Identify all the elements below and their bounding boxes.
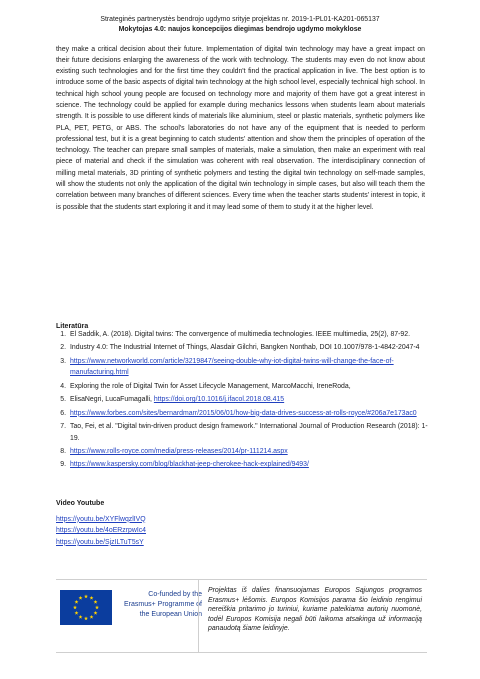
reference-link[interactable]: https://www.forbes.com/sites/bernardmarr/2015/06/01/how-big-data-drives-success-at-rolls-royce/#206a7e173ac0 [70,409,417,417]
reference-text: Exploring the role of Digital Twin for Asset Lifecycle Management, MarcoMacchi, IreneRoda, [70,382,351,390]
reference-item [56,421,428,444]
reference-link[interactable]: https://www.networkworld.com/article/3219847/seeing-double-why-iot-digital-twins-will-change-the-face-of-manufacturing.html [70,357,394,377]
page-header [0,15,480,35]
reference-number: 8. [60,447,66,455]
reference-number: 1. [60,331,66,338]
youtube-link[interactable]: https://youtu.be/SjzILTuT5sY [56,538,144,546]
reference-number: 6. [60,409,66,417]
reference-number: 9. [60,461,66,469]
reference-item [56,446,428,457]
video-link-list [56,514,146,549]
funding-disclaimer: Projektas iš dalies finansuojamas Europos Sąjungos programos Erasmus+ lėšomis. Europos Komisijos parama šio leidinio rengimui nereiškia pritarimo jo turiniui, kuriame pateikiama autorių nuomonė, todėl Europos Komisija negali būti laikoma atsakinga už informaciją panaudotą šiame leidinyje. [208,587,422,633]
literature-heading: Literatūra [56,323,89,330]
reference-item [56,329,428,340]
reference-list [56,329,428,473]
reference-link[interactable]: https://www.rolls-royce.com/media/press-releases/2014/pr-111214.aspx [70,447,288,455]
video-link-row [56,514,146,526]
reference-text: El Saddik, A. (2018). Digital twins: The convergence of multimedia technologies. IEEE multimedia, 25(2), 87-92. [70,331,410,338]
reference-link[interactable]: https://doi.org/10.1016/j.ifacol.2018.08.415 [153,396,285,404]
cofunded-text: Co-funded by the Erasmus+ Programme of the European Union [124,591,202,618]
youtube-link[interactable]: https://youtu.be/4oERzrpwIc4 [56,527,147,535]
reference-link[interactable]: https://www.kaspersky.com/blog/blackhat-jeep-cherokee-hack-explained/9493/ [70,461,309,469]
header-project-line: Strateginės partnerystės bendrojo ugdymo srityje projektas nr. 2019-1-PL01-KA201-065137 [100,16,380,23]
reference-item [56,381,428,392]
eu-flag-icon [60,590,112,625]
youtube-link[interactable]: https://youtu.be/XYFlwqzlIVQ [56,515,146,523]
reference-item [56,408,428,419]
video-link-row [56,537,146,549]
reference-item [56,459,428,470]
video-heading: Video Youtube [56,499,105,507]
footer-divider [198,580,199,652]
reference-text: Industry 4.0: The Industrial Internet of Things, Alasdair Gilchri, Bangken Nonthab, DOI 10.1007/978-1-4842-2047-4 [70,344,420,352]
reference-item [56,342,428,353]
reference-number: 3. [60,357,66,365]
header-title-line: Mokytojas 4.0: naujos koncepcijos diegimas bendrojo ugdymo mokyklose [118,26,362,33]
reference-text: ElisaNegri, LucaFumagalli, [70,396,152,404]
reference-number: 4. [60,382,66,390]
funding-footer [56,579,427,653]
reference-item [56,356,428,379]
reference-number: 5. [60,396,66,404]
video-link-row [56,525,146,537]
reference-item [56,394,428,405]
reference-number: 2. [60,344,66,352]
body-paragraph: they make a critical decision about their future. Implementation of digital twin technology may have a great impact on their future decisions enlarging the awareness of the work with technology. The students may even do not know about existing such technologies and for the first time they couldn't find the practical application in live. The best option is to introduce some of the basic aspects of digital twin technology at the high school level, especially technical high school. In technical high school young people are focused on technology more and majority of them have got a great interest in science. The technology could be applied for example during mechanics lessons when students learn about materials strength. It is possible to use different kinds of materials like aluminium, steel or plastic materials, synthetic polymers like PLA, PET, PETG, or ABS. The school's laboratories do not have any of the equipment that is needed to perform professional test, but it is a great beginning to catch students' attention and show them the principles of operation of the technology. The teacher can prepare small samples of materials, make a simulation, then make an experiment with real piece of material and check if the simulation was coherent with real observation. The interdisciplinary connection of milling metal materials, 3D printing of synthetic polymers and testing the digital twin technology on self-made samples, will show the students not only the application of the digital twin technology in simple cases, but also will teach them the correlation between many branches of different sciences. Every time when the teacher starts students' interest in topic, it is possible that the students start exploring it and it may lead some of them to study it at the higher level. [56,45,425,211]
reference-number: 7. [60,423,66,431]
reference-text: Tao, Fei, et al. "Digital twin-driven product design framework." International Journal of Production Research (2018): 1-19. [70,423,428,442]
